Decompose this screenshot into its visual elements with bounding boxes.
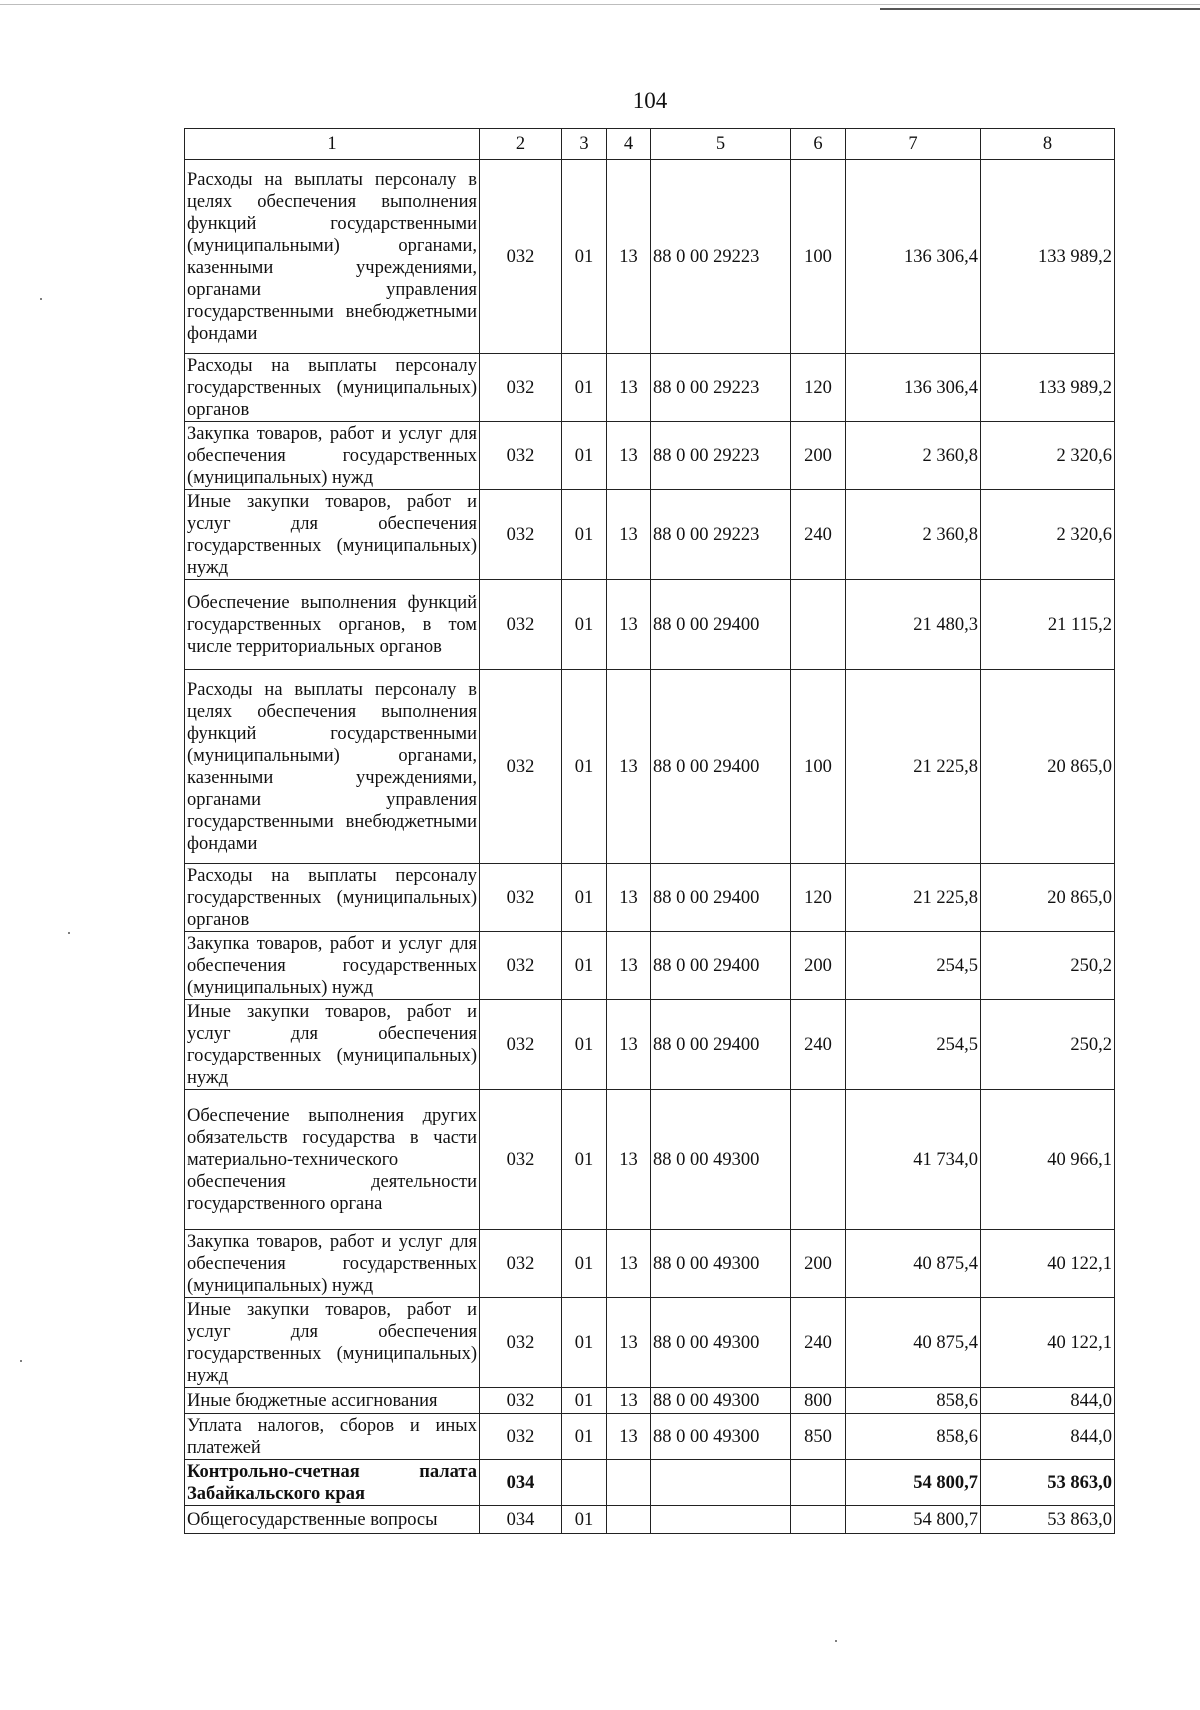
target-article-code: 88 0 00 29400 [651, 670, 791, 864]
ministry-code: 032 [480, 490, 562, 580]
target-article-code: 88 0 00 49300 [651, 1298, 791, 1388]
amount-year-2: 40 966,1 [981, 1090, 1115, 1230]
ministry-code: 032 [480, 1388, 562, 1414]
ministry-code: 032 [480, 1414, 562, 1460]
row-name: Обеспечение выполнения других обязательств государства в части материально-технического обеспечения деятельности государственного органа [185, 1090, 480, 1230]
scan-speck [20, 1360, 22, 1362]
expense-type-code [791, 580, 846, 670]
section-code: 01 [562, 422, 607, 490]
section-code: 01 [562, 1506, 607, 1534]
row-name: Общегосударственные вопросы [185, 1506, 480, 1534]
scan-edge-line [0, 4, 1200, 5]
subsection-code: 13 [607, 160, 651, 354]
amount-year-2: 133 989,2 [981, 354, 1115, 422]
target-article-code: 88 0 00 29400 [651, 1000, 791, 1090]
subsection-code: 13 [607, 1298, 651, 1388]
amount-year-1: 54 800,7 [846, 1460, 981, 1506]
expense-type-code: 100 [791, 670, 846, 864]
column-header: 4 [607, 129, 651, 160]
subsection-code: 13 [607, 580, 651, 670]
scan-speck [835, 1640, 837, 1642]
ministry-code: 034 [480, 1460, 562, 1506]
table-row [185, 422, 1115, 490]
amount-year-1: 136 306,4 [846, 354, 981, 422]
expense-type-code [791, 1460, 846, 1506]
table-row [185, 932, 1115, 1000]
row-name: Закупка товаров, работ и услуг для обеспечения государственных (муниципальных) нужд [185, 1230, 480, 1298]
section-code: 01 [562, 1414, 607, 1460]
column-header: 2 [480, 129, 562, 160]
amount-year-2: 133 989,2 [981, 160, 1115, 354]
ministry-code: 032 [480, 1090, 562, 1230]
target-article-code [651, 1506, 791, 1534]
table-row [185, 1230, 1115, 1298]
amount-year-1: 21 225,8 [846, 864, 981, 932]
ministry-code: 032 [480, 932, 562, 1000]
subsection-code: 13 [607, 670, 651, 864]
row-name: Закупка товаров, работ и услуг для обеспечения государственных (муниципальных) нужд [185, 422, 480, 490]
subsection-code: 13 [607, 1388, 651, 1414]
subsection-code: 13 [607, 932, 651, 1000]
section-code: 01 [562, 1000, 607, 1090]
amount-year-1: 858,6 [846, 1388, 981, 1414]
amount-year-1: 21 225,8 [846, 670, 981, 864]
expense-type-code: 240 [791, 1298, 846, 1388]
amount-year-2: 250,2 [981, 1000, 1115, 1090]
amount-year-2: 40 122,1 [981, 1230, 1115, 1298]
expense-type-code: 800 [791, 1388, 846, 1414]
row-name: Обеспечение выполнения функций государственных органов, в том числе территориальных органов [185, 580, 480, 670]
row-name: Иные закупки товаров, работ и услуг для обеспечения государственных (муниципальных) нужд [185, 1298, 480, 1388]
target-article-code: 88 0 00 49300 [651, 1090, 791, 1230]
subsection-code: 13 [607, 354, 651, 422]
expense-type-code: 120 [791, 354, 846, 422]
amount-year-2: 40 122,1 [981, 1298, 1115, 1388]
row-name: Расходы на выплаты персоналу в целях обеспечения выполнения функций государственными (муниципальными) органами, казенными учреждениями, органами управления государственными внебюджетными фондами [185, 160, 480, 354]
subsection-code: 13 [607, 864, 651, 932]
expense-type-code: 120 [791, 864, 846, 932]
column-header: 1 [185, 129, 480, 160]
column-number-row [185, 129, 1115, 160]
ministry-code: 032 [480, 422, 562, 490]
amount-year-1: 40 875,4 [846, 1298, 981, 1388]
subsection-code [607, 1460, 651, 1506]
table-row [185, 1506, 1115, 1534]
target-article-code: 88 0 00 29400 [651, 932, 791, 1000]
expense-type-code: 240 [791, 1000, 846, 1090]
section-code: 01 [562, 354, 607, 422]
amount-year-2: 844,0 [981, 1388, 1115, 1414]
table-row [185, 864, 1115, 932]
page-number: 104 [632, 88, 668, 113]
amount-year-2: 844,0 [981, 1414, 1115, 1460]
amount-year-1: 254,5 [846, 932, 981, 1000]
target-article-code: 88 0 00 29223 [651, 354, 791, 422]
row-name: Контрольно-счетная палата Забайкальского края [185, 1460, 480, 1506]
row-name: Иные закупки товаров, работ и услуг для обеспечения государственных (муниципальных) нужд [185, 490, 480, 580]
target-article-code: 88 0 00 29223 [651, 422, 791, 490]
row-name: Закупка товаров, работ и услуг для обеспечения государственных (муниципальных) нужд [185, 932, 480, 1000]
section-code: 01 [562, 1388, 607, 1414]
amount-year-1: 21 480,3 [846, 580, 981, 670]
subsection-code: 13 [607, 422, 651, 490]
section-code: 01 [562, 1090, 607, 1230]
row-name: Расходы на выплаты персоналу в целях обеспечения выполнения функций государственными (муниципальными) органами, казенными учреждениями, органами управления государственными внебюджетными фондами [185, 670, 480, 864]
amount-year-2: 2 320,6 [981, 422, 1115, 490]
amount-year-1: 41 734,0 [846, 1090, 981, 1230]
table-row [185, 354, 1115, 422]
row-name: Расходы на выплаты персоналу государственных (муниципальных) органов [185, 354, 480, 422]
table-row [185, 1460, 1115, 1506]
amount-year-1: 136 306,4 [846, 160, 981, 354]
expense-type-code [791, 1090, 846, 1230]
expense-type-code: 200 [791, 932, 846, 1000]
amount-year-2: 20 865,0 [981, 670, 1115, 864]
ministry-code: 032 [480, 580, 562, 670]
ministry-code: 032 [480, 1000, 562, 1090]
scan-edge-line [880, 8, 1200, 10]
section-code: 01 [562, 864, 607, 932]
target-article-code: 88 0 00 49300 [651, 1414, 791, 1460]
expense-type-code: 100 [791, 160, 846, 354]
table-row [185, 490, 1115, 580]
section-code: 01 [562, 580, 607, 670]
amount-year-1: 54 800,7 [846, 1506, 981, 1534]
target-article-code: 88 0 00 29400 [651, 864, 791, 932]
expense-type-code: 200 [791, 422, 846, 490]
section-code: 01 [562, 932, 607, 1000]
subsection-code: 13 [607, 1230, 651, 1298]
table-row [185, 1388, 1115, 1414]
table-row [185, 580, 1115, 670]
expense-type-code [791, 1506, 846, 1534]
amount-year-1: 2 360,8 [846, 422, 981, 490]
section-code: 01 [562, 1298, 607, 1388]
subsection-code: 13 [607, 1090, 651, 1230]
column-header: 7 [846, 129, 981, 160]
section-code: 01 [562, 490, 607, 580]
row-name: Уплата налогов, сборов и иных платежей [185, 1414, 480, 1460]
ministry-code: 032 [480, 1230, 562, 1298]
ministry-code: 032 [480, 670, 562, 864]
ministry-code: 032 [480, 354, 562, 422]
section-code [562, 1460, 607, 1506]
amount-year-2: 250,2 [981, 932, 1115, 1000]
amount-year-2: 20 865,0 [981, 864, 1115, 932]
section-code: 01 [562, 670, 607, 864]
row-name: Расходы на выплаты персоналу государственных (муниципальных) органов [185, 864, 480, 932]
table-body [185, 160, 1115, 1534]
table-row [185, 1414, 1115, 1460]
scan-speck [40, 298, 42, 300]
subsection-code: 13 [607, 490, 651, 580]
column-header: 6 [791, 129, 846, 160]
column-header: 3 [562, 129, 607, 160]
expense-type-code: 240 [791, 490, 846, 580]
amount-year-2: 2 320,6 [981, 490, 1115, 580]
expense-type-code: 200 [791, 1230, 846, 1298]
target-article-code: 88 0 00 29400 [651, 580, 791, 670]
table-row [185, 1090, 1115, 1230]
target-article-code: 88 0 00 49300 [651, 1230, 791, 1298]
target-article-code: 88 0 00 29223 [651, 160, 791, 354]
table-row [185, 1298, 1115, 1388]
subsection-code: 13 [607, 1414, 651, 1460]
ministry-code: 034 [480, 1506, 562, 1534]
table-row [185, 160, 1115, 354]
subsection-code [607, 1506, 651, 1534]
amount-year-2: 53 863,0 [981, 1506, 1115, 1534]
row-name: Иные закупки товаров, работ и услуг для обеспечения государственных (муниципальных) нужд [185, 1000, 480, 1090]
section-code: 01 [562, 1230, 607, 1298]
budget-table [184, 128, 1115, 1534]
table-row [185, 670, 1115, 864]
ministry-code: 032 [480, 1298, 562, 1388]
section-code: 01 [562, 160, 607, 354]
target-article-code: 88 0 00 29223 [651, 490, 791, 580]
column-header: 8 [981, 129, 1115, 160]
target-article-code: 88 0 00 49300 [651, 1388, 791, 1414]
expense-type-code: 850 [791, 1414, 846, 1460]
amount-year-1: 2 360,8 [846, 490, 981, 580]
row-name: Иные бюджетные ассигнования [185, 1388, 480, 1414]
subsection-code: 13 [607, 1000, 651, 1090]
amount-year-1: 858,6 [846, 1414, 981, 1460]
scan-speck [68, 932, 70, 934]
column-header: 5 [651, 129, 791, 160]
amount-year-1: 40 875,4 [846, 1230, 981, 1298]
amount-year-2: 21 115,2 [981, 580, 1115, 670]
table-row [185, 1000, 1115, 1090]
ministry-code: 032 [480, 160, 562, 354]
amount-year-1: 254,5 [846, 1000, 981, 1090]
ministry-code: 032 [480, 864, 562, 932]
target-article-code [651, 1460, 791, 1506]
amount-year-2: 53 863,0 [981, 1460, 1115, 1506]
